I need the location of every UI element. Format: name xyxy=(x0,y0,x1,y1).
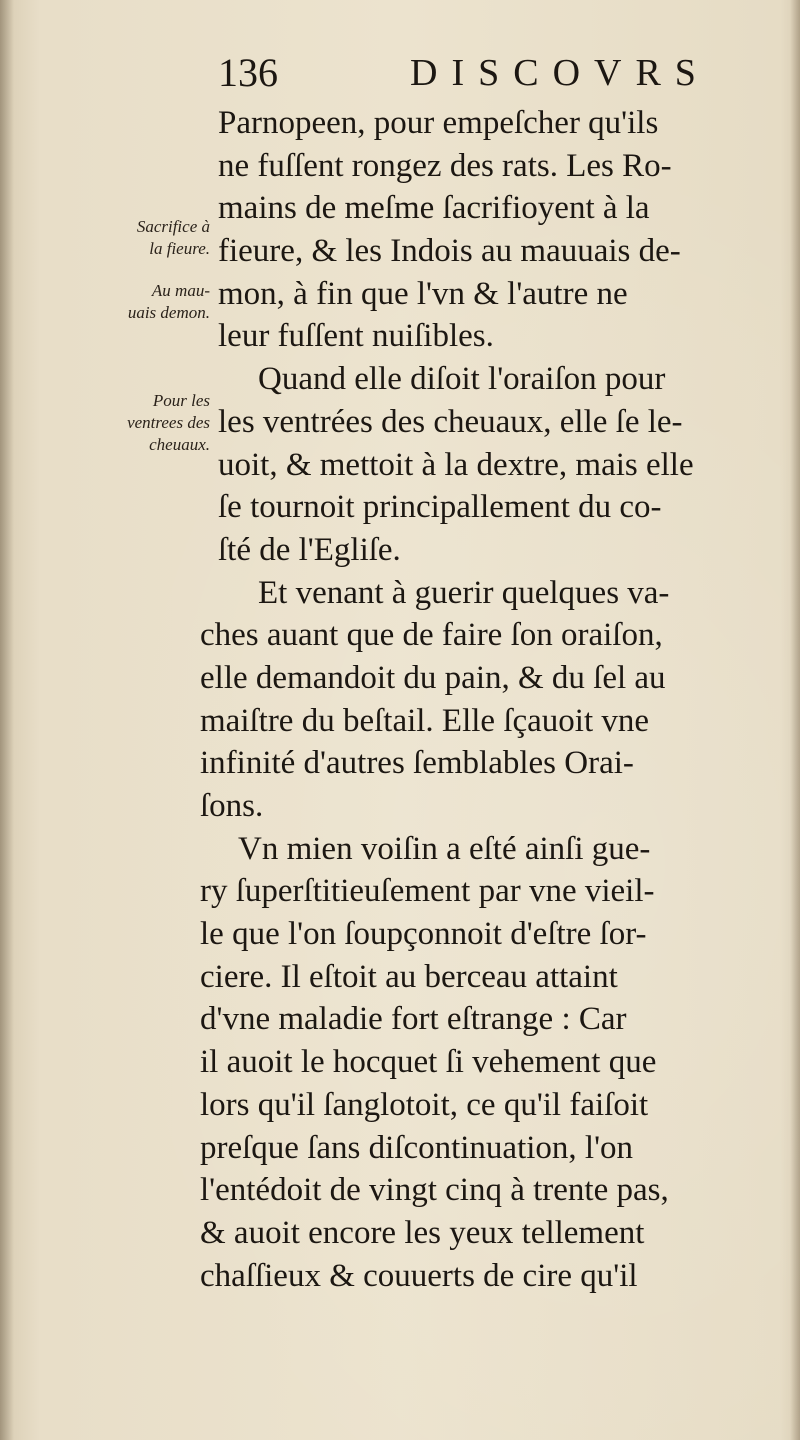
text-line: ciere. Il eſtoit au berceau attaint xyxy=(200,958,618,995)
margin-note-line: Au mau- xyxy=(151,281,210,300)
margin-note-line: cheuaux. xyxy=(149,435,210,454)
gutter-shadow xyxy=(0,0,14,1440)
page-edge xyxy=(790,0,800,1440)
text-line: uoit, & mettoit à la dextre, mais elle xyxy=(218,446,694,483)
text-line: leur fuſſent nuiſibles. xyxy=(218,318,494,355)
text-line: ſons. xyxy=(200,788,264,824)
margin-note-line: Pour les xyxy=(152,391,210,410)
text-line: d'vne maladie fort eſtrange : Car xyxy=(200,1001,627,1038)
text-line: Parnopeen, pour empeſcher qu'ils xyxy=(218,105,659,141)
text-line: ry ſuperſtitieuſement par vne vieil- xyxy=(200,873,655,910)
running-title: DISCOVRS xyxy=(410,52,710,94)
text-line: chaſſieux & couuerts de cire qu'il xyxy=(200,1257,638,1294)
text-line: ches auant que de faire ſon oraiſon, xyxy=(200,617,663,654)
text-line: & auoit encore les yeux tellement xyxy=(200,1214,645,1251)
text-line: mains de meſme ſacrifioyent à la xyxy=(218,190,650,227)
margin-note-line: Sacrifice à xyxy=(136,217,210,236)
text-line: le que l'on ſoupçonnoit d'eſtre ſor- xyxy=(200,916,647,953)
margin-note-line: ventrees des xyxy=(127,413,210,432)
text-line: l'entédoit de vingt cinq à trente pas, xyxy=(200,1172,669,1209)
text-line: il auoit le hocquet ſi vehement que xyxy=(200,1044,657,1081)
page-header xyxy=(218,48,778,98)
text-line: fieure, & les Indois au mauuais de- xyxy=(218,233,681,270)
text-line: ne fuſſent rongez des rats. Les Ro- xyxy=(218,147,672,184)
margin-note-line: uais demon. xyxy=(127,303,210,322)
text-line: Vn mien voiſin a eſté ainſi gue- xyxy=(238,830,651,867)
text-line: elle demandoit du pain, & du ſel au xyxy=(200,659,666,696)
text-line: lors qu'il ſanglotoit, ce qu'il faiſoit xyxy=(200,1086,649,1123)
body-text xyxy=(180,102,780,1297)
text-line: les ventrées des cheuaux, elle ſe le- xyxy=(218,403,683,440)
text-line: maiſtre du beſtail. Elle ſçauoit vne xyxy=(200,702,650,739)
text-line: Et venant à guerir quelques va- xyxy=(258,574,670,611)
text-line: ſe tournoit principallement du co- xyxy=(218,489,662,526)
page-number: 136 xyxy=(218,50,278,95)
text-line: mon, à fin que l'vn & l'autre ne xyxy=(218,275,628,312)
text-line: Quand elle diſoit l'oraiſon pour xyxy=(258,361,666,398)
margin-note-line: la fieure. xyxy=(149,239,210,258)
text-line: infinité d'autres ſemblables Orai- xyxy=(200,745,634,782)
text-line: ſté de l'Egliſe. xyxy=(218,531,401,568)
text-line: preſque ſans diſcontinuation, l'on xyxy=(200,1129,634,1166)
